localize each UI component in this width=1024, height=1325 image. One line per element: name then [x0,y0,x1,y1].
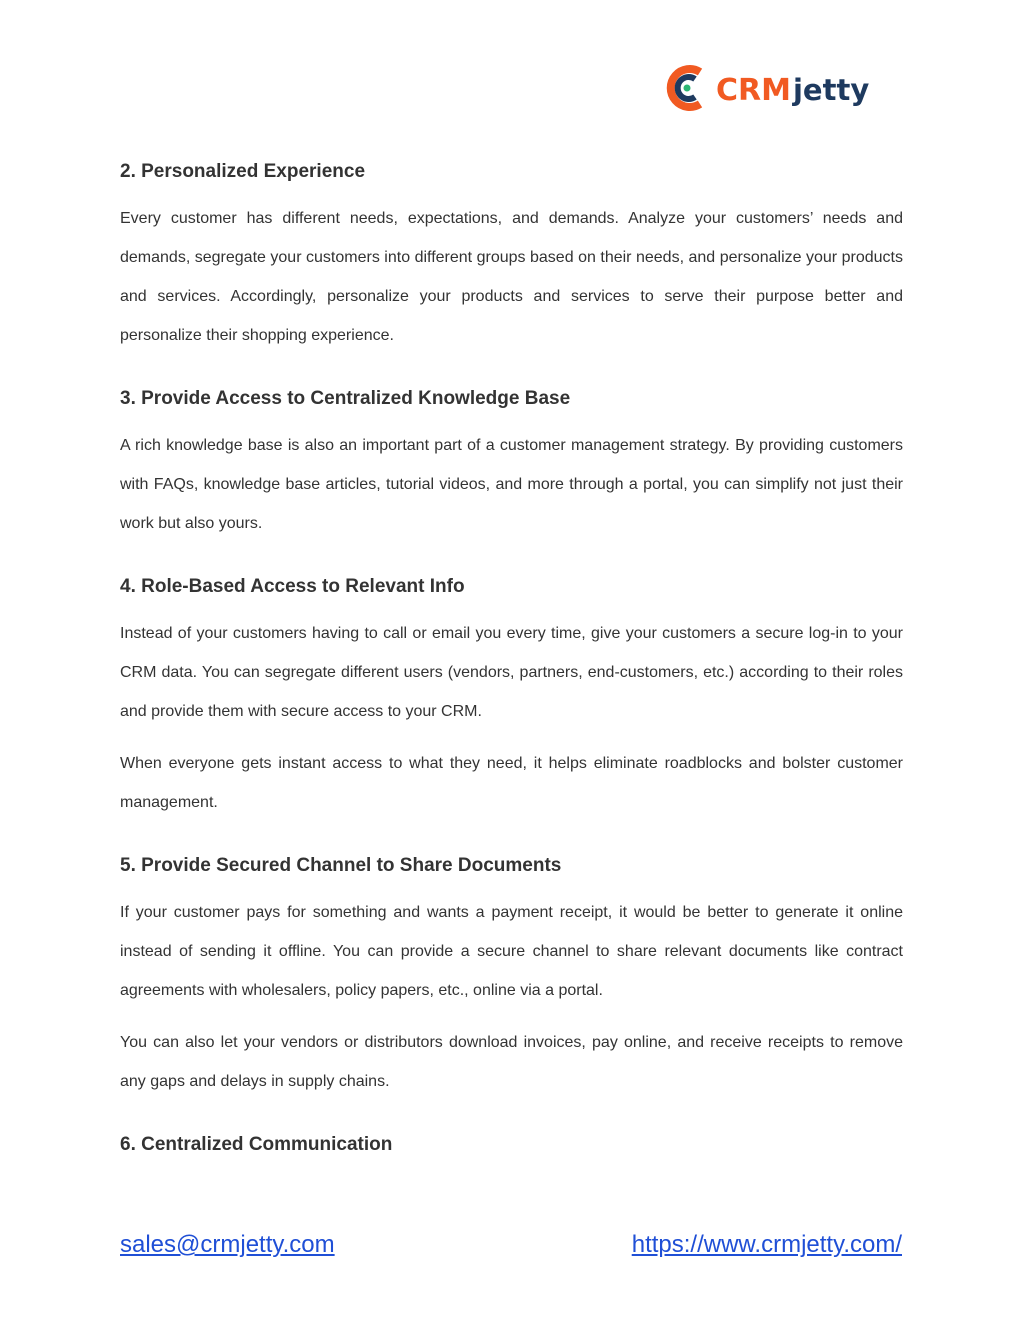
crmjetty-logo-mark-icon [664,62,712,114]
section-heading: 5. Provide Secured Channel to Share Documents [120,855,562,876]
section-paragraph: Every customer has different needs, expectations, and demands. Analyze your customers’ needs and demands, segregate your customers into different groups based on their needs, and personalize your products and services. Accordingly, personalize your products and services to serve their purpose better and personalize their shopping experience. [120,210,903,344]
section-heading: 6. Centralized Communication [120,1134,393,1155]
section-secured-channel [120,851,903,1101]
section-knowledge-base [120,384,903,543]
document-body [120,157,903,1189]
logo-jetty-text: jetty [792,72,870,107]
section-paragraph: When everyone gets instant access to what they need, it helps eliminate roadblocks and bolster customer management. [120,755,903,811]
section-centralized-communication [120,1130,903,1160]
section-role-based-access [120,572,903,822]
section-heading: 3. Provide Access to Centralized Knowledge Base [120,388,571,409]
section-heading: 4. Role-Based Access to Relevant Info [120,576,465,597]
footer-email-link[interactable]: sales@crmjetty.com [120,1231,335,1258]
footer-website-link[interactable]: https://www.crmjetty.com/ [631,1231,902,1258]
logo-wordmark [716,73,869,108]
section-heading: 2. Personalized Experience [120,161,366,182]
crmjetty-logo [664,60,869,116]
logo-crm-text: CRM [716,72,791,108]
section-paragraph: A rich knowledge base is also an important part of a customer management strategy. By providing customers with FAQs, knowledge base articles, tutorial videos, and more through a portal, you can simplify not just their work but also yours. [120,437,903,532]
section-paragraph: If your customer pays for something and wants a payment receipt, it would be better to generate it online instead of sending it offline. You can provide a secure channel to share relevant documents like contract agreements with wholesalers, policy papers, etc., online via a portal. [120,904,903,999]
section-personalized-experience [120,157,903,355]
section-paragraph: You can also let your vendors or distributors download invoices, pay online, and receive receipts to remove any gaps and delays in supply chains. [120,1034,903,1090]
section-paragraph: Instead of your customers having to call or email you every time, give your customers a secure log-in to your CRM data. You can segregate different users (vendors, partners, end-customers, etc.) according to their roles and provide them with secure access to your CRM. [120,625,903,720]
page-footer [120,1228,902,1262]
